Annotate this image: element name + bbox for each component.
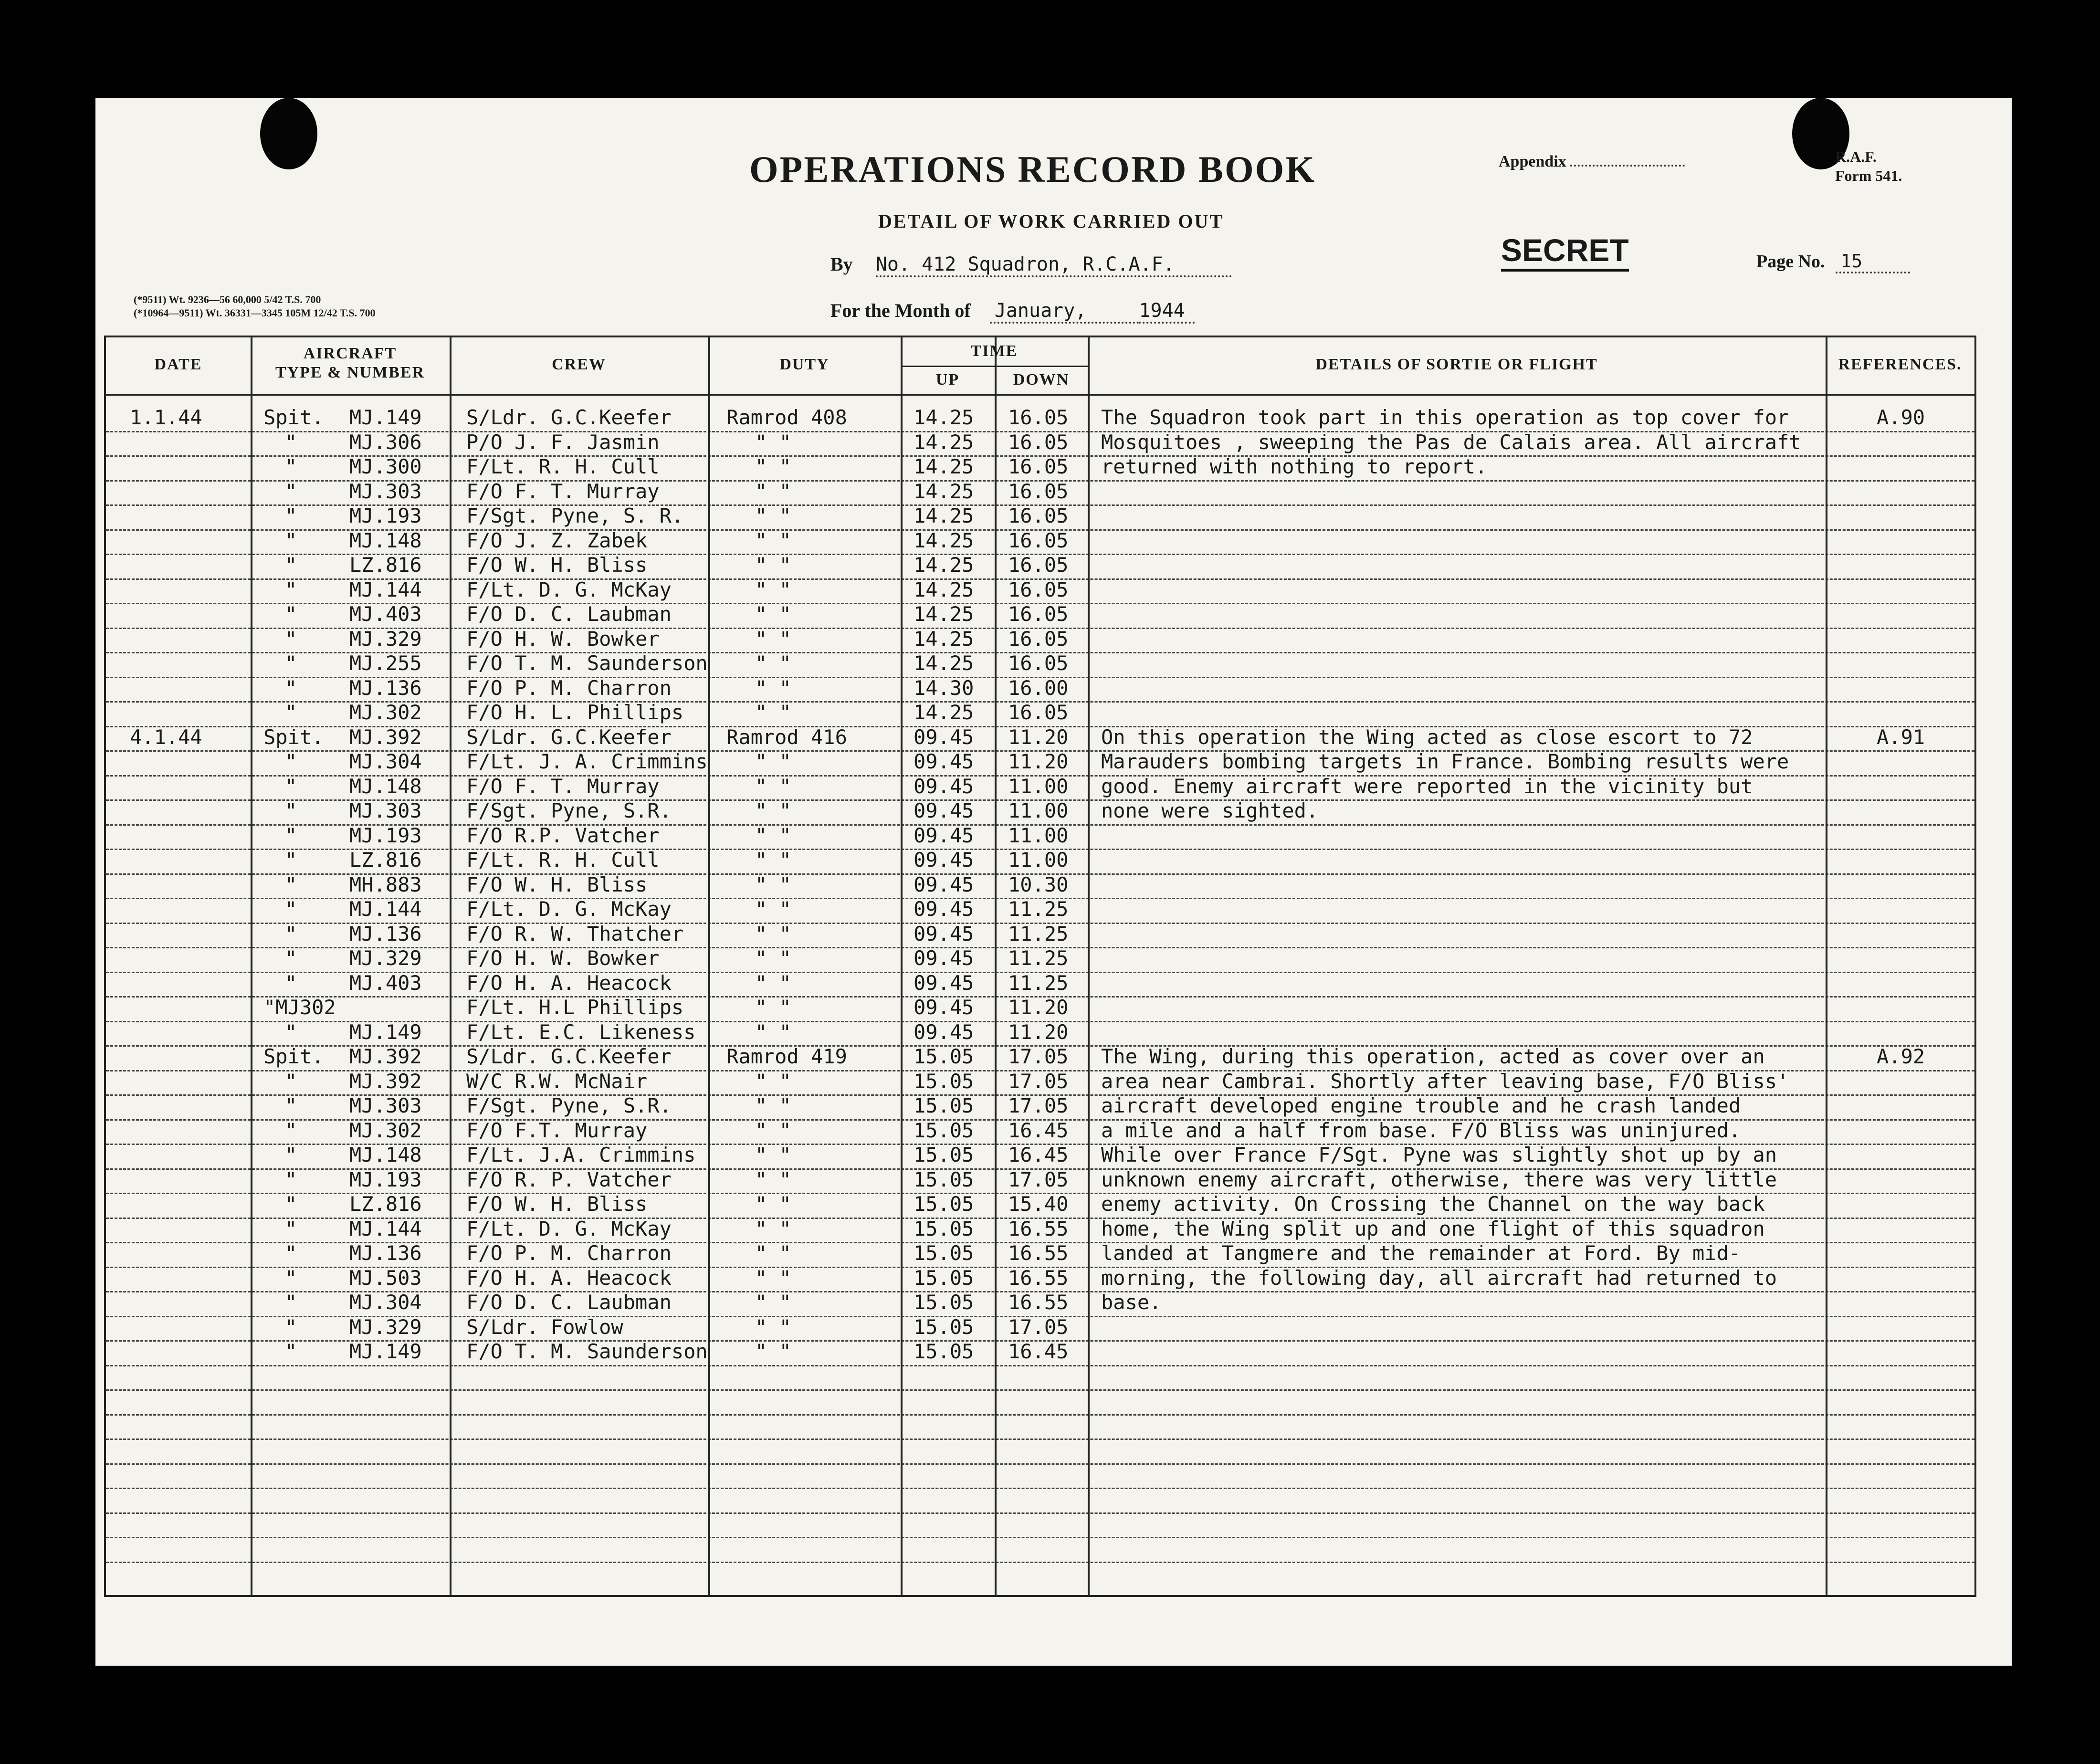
row-crew: P/O J. F. Jasmin: [466, 430, 660, 454]
row-type: ": [285, 602, 297, 626]
row-duty: " ": [755, 676, 791, 700]
ruled-line: [106, 1463, 1974, 1465]
row-num: LZ.816: [349, 553, 422, 577]
row-type: Spit.: [263, 1045, 324, 1068]
row-duty: " ": [755, 848, 791, 872]
row-type: Spit.: [263, 406, 324, 429]
row-duty: " ": [755, 1094, 791, 1117]
row-duty: " ": [755, 430, 791, 454]
col-aircraft-line1: AIRCRAFT: [303, 345, 397, 362]
row-type: ": [285, 528, 297, 552]
row-up: 14.25: [914, 479, 974, 503]
row-duty: " ": [755, 799, 791, 822]
row-down: 16.55: [1008, 1241, 1069, 1265]
row-num: MJ.149: [349, 406, 422, 429]
row-crew: F/Lt. D. G. McKay: [466, 578, 672, 601]
row-crew: F/Lt. D. G. McKay: [466, 897, 672, 921]
by-label: By: [830, 253, 853, 275]
form-title: OPERATIONS RECORD BOOK: [749, 148, 1316, 190]
row-down: 11.25: [1008, 971, 1069, 995]
row-up: 09.45: [914, 872, 974, 896]
row-duty: " ": [755, 1340, 791, 1363]
row-down: 16.05: [1008, 651, 1069, 675]
row-down: 16.55: [1008, 1291, 1069, 1314]
row-down: 16.05: [1008, 455, 1069, 478]
detail-line: area near Cambrai. Shortly after leaving base, F/O Bliss': [1101, 1069, 1789, 1093]
row-up: 14.25: [914, 430, 974, 454]
row-crew: F/Sgt. Pyne, S. R.: [466, 504, 684, 527]
detail-line: enemy activity. On Crossing the Channel on the way back: [1101, 1192, 1765, 1216]
col-references: REFERENCES.: [1838, 356, 1962, 373]
row-type: ": [285, 676, 297, 700]
row-duty: " ": [755, 1241, 791, 1265]
row-down: 17.05: [1008, 1045, 1069, 1068]
reference-code: A.91: [1877, 725, 1925, 749]
row-up: 14.25: [914, 504, 974, 527]
ruled-line: [106, 1488, 1974, 1489]
row-num: MJ.193: [349, 823, 422, 847]
row-duty: " ": [755, 651, 791, 675]
row-duty: " ": [755, 701, 791, 724]
row-num: MJ.255: [349, 651, 422, 675]
row-duty: " ": [755, 578, 791, 601]
row-down: 11.00: [1008, 774, 1069, 798]
row-type: ": [285, 455, 297, 478]
row-num: LZ.816: [349, 848, 422, 872]
detail-line: Mosquitoes , sweeping the Pas de Calais area. All aircraft: [1101, 430, 1801, 454]
row-up: 14.30: [914, 676, 974, 700]
row-crew: F/Sgt. Pyne, S.R.: [466, 799, 672, 822]
row-num: MJ.302: [349, 701, 422, 724]
record-sheet: [95, 98, 2012, 1666]
col-time-down: DOWN: [1013, 371, 1070, 388]
col-crew: CREW: [552, 356, 606, 373]
row-duty: " ": [755, 872, 791, 896]
row-down: 17.05: [1008, 1315, 1069, 1339]
row-type: Spit.: [263, 725, 324, 749]
row-crew: F/O R.P. Vatcher: [466, 823, 660, 847]
ruled-line: [106, 1512, 1974, 1514]
row-num: MJ.136: [349, 676, 422, 700]
row-duty: " ": [755, 1118, 791, 1142]
row-duty: " ": [755, 971, 791, 995]
detail-line: home, the Wing split up and one flight of this squadron: [1101, 1217, 1765, 1240]
row-crew: F/O P. M. Charron: [466, 676, 672, 700]
row-type: ": [285, 1192, 297, 1216]
row-down: 16.05: [1008, 553, 1069, 577]
row-duty: " ": [755, 1069, 791, 1093]
row-type: ": [285, 1118, 297, 1142]
row-crew: F/O P. M. Charron: [466, 1241, 672, 1265]
row-up: 09.45: [914, 971, 974, 995]
row-up: 15.05: [914, 1069, 974, 1093]
row-type: ": [285, 897, 297, 921]
row-type: ": [285, 1143, 297, 1166]
secret-stamp: SECRET: [1501, 231, 1629, 272]
month-label: For the Month of: [830, 300, 971, 321]
row-down: 15.40: [1008, 1192, 1069, 1216]
row-up: 09.45: [914, 946, 974, 970]
row-type: ": [285, 1167, 297, 1191]
row-duty: " ": [755, 1143, 791, 1166]
detail-line: unknown enemy aircraft, otherwise, there was very little: [1101, 1167, 1777, 1191]
ruled-line: [106, 1537, 1974, 1538]
row-up: 15.05: [914, 1192, 974, 1216]
row-num: MJ.303: [349, 479, 422, 503]
row-type: ": [285, 1315, 297, 1339]
row-up: 15.05: [914, 1094, 974, 1117]
row-down: 16.55: [1008, 1266, 1069, 1290]
row-down: 17.05: [1008, 1069, 1069, 1093]
row-crew: F/O D. C. Laubman: [466, 1291, 672, 1314]
row-type: ": [285, 578, 297, 601]
form-subtitle: DETAIL OF WORK CARRIED OUT: [878, 210, 1224, 232]
row-up: 14.25: [914, 701, 974, 724]
row-type: ": [285, 1291, 297, 1314]
row-down: 16.55: [1008, 1217, 1069, 1240]
row-down: 11.25: [1008, 946, 1069, 970]
form-code: R.A.F.: [1835, 148, 1877, 165]
reference-code: A.90: [1877, 406, 1925, 429]
row-crew: F/Lt. D. G. McKay: [466, 1217, 672, 1240]
row-type: ": [285, 1266, 297, 1290]
row-down: 11.20: [1008, 725, 1069, 749]
row-type: ": [285, 1217, 297, 1240]
page-label: Page No.: [1756, 252, 1825, 272]
appendix-label: Appendix: [1499, 153, 1566, 170]
row-up: 14.25: [914, 528, 974, 552]
row-num: MJ.144: [349, 578, 422, 601]
row-type: ": [285, 872, 297, 896]
row-type: ": [285, 627, 297, 651]
row-duty: " ": [755, 774, 791, 798]
detail-line: base.: [1101, 1291, 1162, 1314]
detail-line: morning, the following day, all aircraft had returned to: [1101, 1266, 1777, 1290]
row-type: ": [285, 504, 297, 527]
row-up: 15.05: [914, 1167, 974, 1191]
row-down: 11.25: [1008, 922, 1069, 945]
row-down: 16.45: [1008, 1118, 1069, 1142]
row-down: 16.05: [1008, 528, 1069, 552]
row-num: MJ.403: [349, 602, 422, 626]
row-type: ": [285, 799, 297, 822]
ruled-line: [106, 1389, 1974, 1391]
row-type: ": [285, 750, 297, 773]
row-down: 16.05: [1008, 602, 1069, 626]
row-up: 14.25: [914, 651, 974, 675]
row-date: 4.1.44: [130, 725, 202, 749]
row-crew: F/O W. H. Bliss: [466, 872, 648, 896]
row-down: 11.00: [1008, 799, 1069, 822]
page-number: 15: [1836, 251, 1910, 273]
row-up: 15.05: [914, 1241, 974, 1265]
row-down: 16.00: [1008, 676, 1069, 700]
row-up: 15.05: [914, 1217, 974, 1240]
row-num: MJ.303: [349, 799, 422, 822]
row-down: 11.00: [1008, 823, 1069, 847]
row-duty: " ": [755, 823, 791, 847]
squadron-name: No. 412 Squadron, R.C.A.F.: [876, 253, 1232, 277]
row-crew: F/O R. P. Vatcher: [466, 1167, 672, 1191]
row-duty: " ": [755, 922, 791, 945]
row-num: MJ.149: [349, 1340, 422, 1363]
detail-line: landed at Tangmere and the remainder at Ford. By mid-: [1101, 1241, 1741, 1265]
row-crew: F/Lt. R. H. Cull: [466, 455, 660, 478]
reference-code: A.92: [1877, 1045, 1925, 1068]
row-duty: " ": [755, 1167, 791, 1191]
row-up: 09.45: [914, 922, 974, 945]
row-type: ": [285, 1340, 297, 1363]
row-num: LZ.816: [349, 1192, 422, 1216]
row-crew: F/O F.T. Murray: [466, 1118, 648, 1142]
row-up: 15.05: [914, 1315, 974, 1339]
row-num: MJ.193: [349, 504, 422, 527]
row-duty: Ramrod 408: [726, 406, 847, 429]
row-down: 16.05: [1008, 430, 1069, 454]
row-crew: F/O W. H. Bliss: [466, 1192, 648, 1216]
row-up: 09.45: [914, 848, 974, 872]
row-type: ": [285, 1020, 297, 1044]
row-crew: F/Lt. J.A. Crimmins: [466, 1143, 696, 1166]
row-up: 14.25: [914, 602, 974, 626]
row-crew: S/Ldr. G.C.Keefer: [466, 725, 672, 749]
row-num: MJ.193: [349, 1167, 422, 1191]
row-down: 10.30: [1008, 872, 1069, 896]
punch-hole-left: [260, 98, 317, 169]
row-down: 16.05: [1008, 578, 1069, 601]
row-num: MJ.403: [349, 971, 422, 995]
row-num: MJ.304: [349, 750, 422, 773]
row-duty: " ": [755, 1192, 791, 1216]
row-down: 11.20: [1008, 996, 1069, 1019]
row-down: 11.00: [1008, 848, 1069, 872]
detail-line: a mile and a half from base. F/O Bliss was uninjured.: [1101, 1118, 1741, 1142]
row-type: ": [285, 946, 297, 970]
row-type: ": [285, 479, 297, 503]
row-down: 16.05: [1008, 701, 1069, 724]
row-num: MJ.329: [349, 1315, 422, 1339]
row-duty: " ": [755, 946, 791, 970]
year-value: 1944: [1139, 300, 1194, 324]
row-num: MJ.148: [349, 774, 422, 798]
row-crew: F/Sgt. Pyne, S.R.: [466, 1094, 672, 1117]
row-duty: " ": [755, 627, 791, 651]
row-num: MJ.302: [349, 1118, 422, 1142]
row-num: MJ.148: [349, 528, 422, 552]
row-crew: F/O F. T. Murray: [466, 774, 660, 798]
row-crew: F/O H. A. Heacock: [466, 1266, 672, 1290]
row-up: 14.25: [914, 627, 974, 651]
row-crew: F/O D. C. Laubman: [466, 602, 672, 626]
row-duty: " ": [755, 1217, 791, 1240]
row-duty: " ": [755, 528, 791, 552]
row-crew: F/O F. T. Murray: [466, 479, 660, 503]
row-down: 11.25: [1008, 897, 1069, 921]
row-crew: F/O H. W. Bowker: [466, 946, 660, 970]
row-crew: S/Ldr. G.C.Keefer: [466, 406, 672, 429]
row-num: MJ.300: [349, 455, 422, 478]
row-crew: F/Lt. E.C. Likeness: [466, 1020, 696, 1044]
row-down: 16.05: [1008, 504, 1069, 527]
row-num: MJ.136: [349, 1241, 422, 1265]
row-num: MJ.304: [349, 1291, 422, 1314]
row-duty: " ": [755, 897, 791, 921]
row-crew: F/O H. L. Phillips: [466, 701, 684, 724]
row-duty: " ": [755, 553, 791, 577]
row-num: MJ.392: [349, 1045, 422, 1068]
row-up: 09.45: [914, 823, 974, 847]
row-type: ": [285, 1241, 297, 1265]
row-type: ": [285, 1069, 297, 1093]
row-down: 16.05: [1008, 479, 1069, 503]
month-value: January,: [990, 300, 1139, 324]
detail-line: While over France F/Sgt. Pyne was slightly shot up by an: [1101, 1143, 1777, 1166]
row-type: "MJ302: [263, 996, 336, 1019]
row-down: 16.45: [1008, 1340, 1069, 1363]
row-up: 09.45: [914, 1020, 974, 1044]
record-table: [104, 336, 1976, 1597]
row-crew: F/Lt. R. H. Cull: [466, 848, 660, 872]
row-num: MJ.148: [349, 1143, 422, 1166]
detail-line: The Squadron took part in this operation as top cover for: [1101, 406, 1789, 429]
col-date: DATE: [154, 356, 202, 373]
col-time-up: UP: [935, 371, 960, 388]
row-crew: F/O R. W. Thatcher: [466, 922, 684, 945]
row-crew: S/Ldr. Fowlow: [466, 1315, 623, 1339]
row-crew: F/O W. H. Bliss: [466, 553, 648, 577]
detail-line: none were sighted.: [1101, 799, 1319, 822]
print-code-2: (*10964—9511) Wt. 36331—3345 105M 12/42 T.S. 700: [134, 307, 376, 319]
row-down: 16.05: [1008, 627, 1069, 651]
detail-line: On this operation the Wing acted as close escort to 72: [1101, 725, 1753, 749]
row-down: 11.20: [1008, 750, 1069, 773]
row-duty: Ramrod 416: [726, 725, 847, 749]
row-up: 09.45: [914, 774, 974, 798]
row-duty: " ": [755, 455, 791, 478]
row-type: ": [285, 701, 297, 724]
detail-line: Marauders bombing targets in France. Bombing results were: [1101, 750, 1789, 773]
row-type: ": [285, 430, 297, 454]
row-num: MJ.144: [349, 1217, 422, 1240]
row-crew: F/O T. M. Saunderson: [466, 1340, 708, 1363]
row-duty: " ": [755, 750, 791, 773]
row-up: 15.05: [914, 1291, 974, 1314]
detail-line: The Wing, during this operation, acted as cover over an: [1101, 1045, 1765, 1068]
row-num: MJ.392: [349, 1069, 422, 1093]
form-number: Form 541.: [1835, 167, 1902, 184]
row-up: 09.45: [914, 897, 974, 921]
row-up: 15.05: [914, 1340, 974, 1363]
row-up: 15.05: [914, 1143, 974, 1166]
row-duty: Ramrod 419: [726, 1045, 847, 1068]
row-up: 15.05: [914, 1045, 974, 1068]
col-aircraft: [251, 344, 450, 382]
row-num: MJ.392: [349, 725, 422, 749]
row-down: 11.20: [1008, 1020, 1069, 1044]
row-crew: F/O H. A. Heacock: [466, 971, 672, 995]
row-duty: " ": [755, 1291, 791, 1314]
row-crew: F/O H. W. Bowker: [466, 627, 660, 651]
row-crew: F/O T. M. Saunderson: [466, 651, 708, 675]
col-time: TIME: [970, 342, 1018, 360]
row-num: MJ.144: [349, 897, 422, 921]
row-type: ": [285, 1094, 297, 1117]
row-duty: " ": [755, 996, 791, 1019]
row-duty: " ": [755, 1315, 791, 1339]
row-num: MJ.503: [349, 1266, 422, 1290]
row-num: MJ.303: [349, 1094, 422, 1117]
row-num: MJ.329: [349, 627, 422, 651]
row-crew: S/Ldr. G.C.Keefer: [466, 1045, 672, 1068]
row-type: ": [285, 848, 297, 872]
row-num: MJ.329: [349, 946, 422, 970]
ruled-line: [106, 1438, 1974, 1440]
row-num: MJ.306: [349, 430, 422, 454]
row-type: ": [285, 922, 297, 945]
row-up: 15.05: [914, 1118, 974, 1142]
row-down: 17.05: [1008, 1094, 1069, 1117]
row-down: 16.45: [1008, 1143, 1069, 1166]
row-up: 15.05: [914, 1266, 974, 1290]
detail-line: returned with nothing to report.: [1101, 455, 1488, 478]
row-down: 16.05: [1008, 406, 1069, 429]
row-up: 09.45: [914, 725, 974, 749]
row-type: ": [285, 971, 297, 995]
row-up: 09.45: [914, 799, 974, 822]
col-details: DETAILS OF SORTIE OR FLIGHT: [1315, 356, 1598, 373]
row-up: 09.45: [914, 996, 974, 1019]
row-type: ": [285, 553, 297, 577]
row-num: MJ.149: [349, 1020, 422, 1044]
row-duty: " ": [755, 479, 791, 503]
row-num: MH.883: [349, 872, 422, 896]
row-duty: " ": [755, 1020, 791, 1044]
ruled-line: [106, 1562, 1974, 1563]
row-up: 14.25: [914, 455, 974, 478]
row-crew: F/Lt. J. A. Crimmins: [466, 750, 708, 773]
col-duty: DUTY: [779, 356, 830, 373]
row-duty: " ": [755, 1266, 791, 1290]
row-type: ": [285, 774, 297, 798]
row-up: 14.25: [914, 578, 974, 601]
row-crew: W/C R.W. McNair: [466, 1069, 648, 1093]
detail-line: aircraft developed engine trouble and he crash landed: [1101, 1094, 1741, 1117]
row-down: 17.05: [1008, 1167, 1069, 1191]
row-up: 09.45: [914, 750, 974, 773]
row-num: MJ.136: [349, 922, 422, 945]
row-up: 14.25: [914, 406, 974, 429]
row-up: 14.25: [914, 553, 974, 577]
row-type: ": [285, 651, 297, 675]
detail-line: good. Enemy aircraft were reported in the vicinity but: [1101, 774, 1753, 798]
row-duty: " ": [755, 602, 791, 626]
row-date: 1.1.44: [130, 406, 202, 429]
row-crew: F/O J. Z. Zabek: [466, 528, 648, 552]
ruled-line: [106, 1365, 1974, 1366]
row-type: ": [285, 823, 297, 847]
row-crew: F/Lt. H.L Phillips: [466, 996, 684, 1019]
row-duty: " ": [755, 504, 791, 527]
ruled-line: [106, 1414, 1974, 1416]
col-aircraft-line2: TYPE & NUMBER: [275, 364, 425, 381]
print-code-1: (*9511) Wt. 9236—56 60,000 5/42 T.S. 700: [134, 294, 321, 305]
